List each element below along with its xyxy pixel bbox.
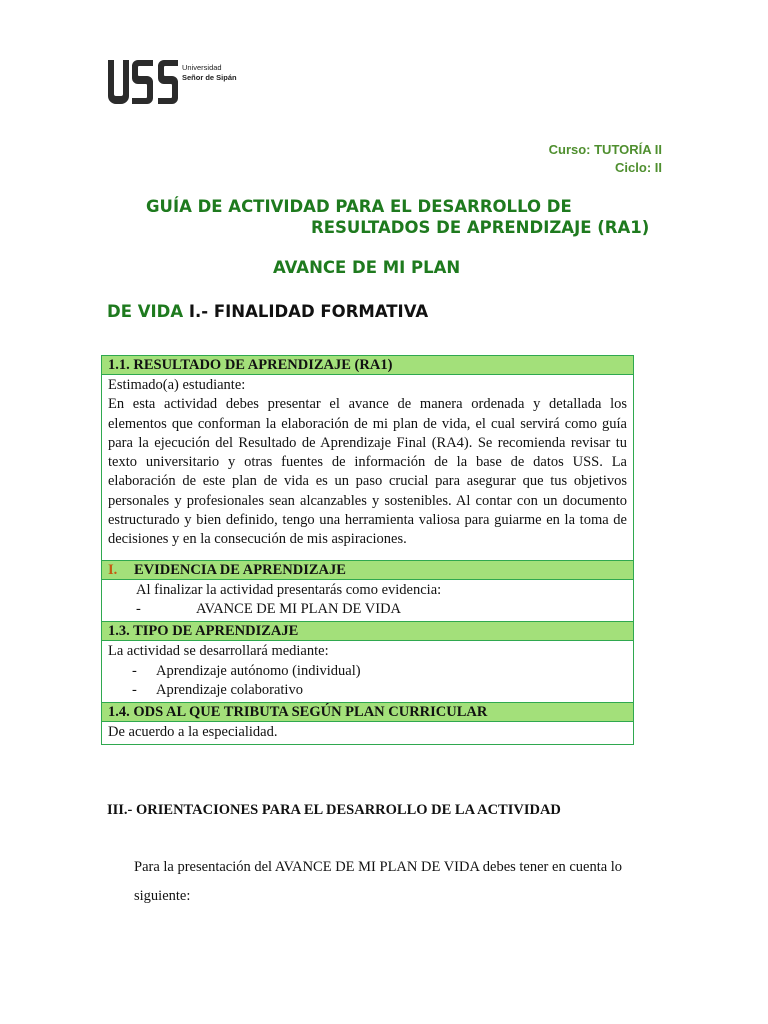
activity-table	[101, 355, 634, 745]
list-item	[108, 681, 627, 700]
s1-body	[102, 375, 633, 561]
s2-header-label: EVIDENCIA DE APRENDIZAJE	[134, 561, 346, 578]
s2-item-text: AVANCE DE MI PLAN DE VIDA	[196, 600, 402, 617]
course-info	[549, 141, 662, 177]
s1-greeting: Estimado(a) estudiante:	[108, 377, 246, 393]
s3-intro: La actividad se desarrollará mediante:	[108, 643, 329, 660]
section-3-heading: III.- ORIENTACIONES PARA EL DESARROLLO DE LA ACTIVIDAD	[107, 802, 561, 818]
s4-body: De acuerdo a la especialidad.	[108, 724, 278, 741]
logo-line2: Señor de Sipán	[182, 73, 237, 82]
s2-item	[108, 600, 627, 619]
logo-text	[182, 63, 237, 83]
s2-header	[102, 561, 633, 580]
title-line-4-green: DE VIDA	[107, 302, 184, 321]
bullet-dash: -	[132, 681, 137, 698]
uss-logo-mark-s2	[156, 60, 180, 106]
s1-text: En esta actividad debes presentar el avance de manera ordenada y detallada los elementos que conforman la elaboración de mi plan de vida, el cual servirá como guía para la ejecución del Resultado de Aprendizaje Final (RA4). Se recomienda revisar tu texto universitario y otras fuentes de información de la base de datos USS. La elaboración de este plan de vida es un paso crucial para asegurar que tus objetivos personales y profesionales sean alcanzables y sostenibles. Al contar con un documento estructurado y bien definido, tengo una herramienta valiosa para guiarme en la toma de decisiones y en la consecución de mis aspiraciones.	[108, 396, 627, 548]
course-line: Curso: TUTORÍA II	[548, 142, 662, 157]
cycle-line: Ciclo: II	[615, 160, 662, 175]
s2-body	[102, 580, 633, 623]
bullet-dash: -	[132, 662, 137, 679]
s2-number: I.	[108, 561, 118, 578]
s2-dash: -	[136, 600, 141, 617]
s2-intro: Al finalizar la actividad presentarás como evidencia:	[136, 581, 442, 598]
list-item-text: Aprendizaje autónomo (individual)	[156, 662, 361, 679]
list-item-text: Aprendizaje colaborativo	[156, 681, 303, 698]
title-line-1: GUÍA DE ACTIVIDAD PARA EL DESARROLLO DE	[146, 197, 572, 216]
s3-body	[102, 641, 633, 703]
s3-header: 1.3. TIPO DE APRENDIZAJE	[102, 622, 633, 641]
title-line-3: AVANCE DE MI PLAN	[273, 258, 461, 277]
section-1-heading: I.- FINALIDAD FORMATIVA	[188, 302, 429, 321]
title-line-2: RESULTADOS DE APRENDIZAJE (RA1)	[311, 218, 650, 237]
list-item	[108, 662, 627, 681]
s4-header: 1.4. ODS AL QUE TRIBUTA SEGÚN PLAN CURRICULAR	[102, 703, 633, 722]
title-line-4	[107, 302, 428, 321]
section-3-paragraph: Para la presentación del AVANCE DE MI PLAN DE VIDA debes tener en cuenta lo siguiente:	[134, 859, 623, 904]
s1-header: 1.1. RESULTADO DE APRENDIZAJE (RA1)	[102, 356, 633, 375]
uss-logo	[108, 60, 248, 108]
logo-line1: Universidad	[182, 63, 222, 72]
